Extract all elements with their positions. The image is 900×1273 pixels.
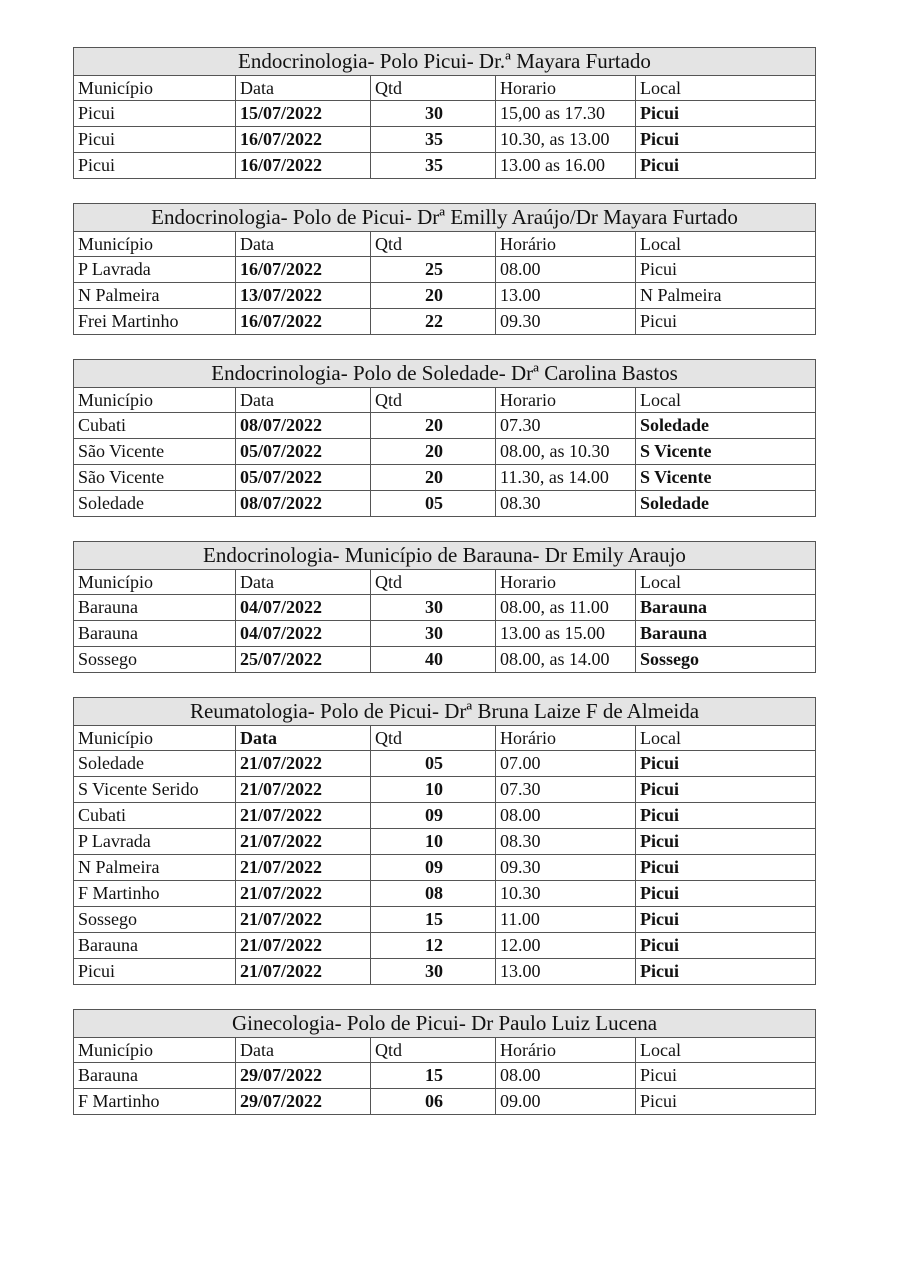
- cell-municipio: Cubati: [74, 413, 236, 439]
- cell-data: 05/07/2022: [236, 465, 371, 491]
- cell-local: Picui: [636, 777, 816, 803]
- table-row: [74, 881, 816, 907]
- cell-municipio: São Vicente: [74, 439, 236, 465]
- column-header-municipio: Município: [74, 388, 236, 413]
- column-header-row: [74, 1038, 816, 1063]
- cell-data: 04/07/2022: [236, 595, 371, 621]
- cell-qtd: 08: [371, 881, 496, 907]
- cell-data: 21/07/2022: [236, 777, 371, 803]
- cell-municipio: S Vicente Serido: [74, 777, 236, 803]
- cell-municipio: Barauna: [74, 933, 236, 959]
- cell-municipio: Soledade: [74, 751, 236, 777]
- table-row: [74, 751, 816, 777]
- column-header-row: [74, 388, 816, 413]
- column-header-row: [74, 726, 816, 751]
- cell-local: S Vicente: [636, 465, 816, 491]
- cell-local: Picui: [636, 803, 816, 829]
- column-header-municipio: Município: [74, 232, 236, 257]
- schedule-table: [73, 541, 816, 673]
- column-header-data: Data: [236, 232, 371, 257]
- cell-data: 21/07/2022: [236, 829, 371, 855]
- column-header-qtd: Qtd: [371, 726, 496, 751]
- cell-local: Sossego: [636, 647, 816, 673]
- cell-horario: 08.00, as 14.00: [496, 647, 636, 673]
- cell-local: Picui: [636, 907, 816, 933]
- table-row: [74, 595, 816, 621]
- schedule-table: [73, 47, 816, 179]
- cell-qtd: 30: [371, 959, 496, 985]
- column-header-horario: Horário: [496, 1038, 636, 1063]
- cell-local: Picui: [636, 1089, 816, 1115]
- cell-horario: 12.00: [496, 933, 636, 959]
- table-row: [74, 855, 816, 881]
- column-header-row: [74, 232, 816, 257]
- cell-municipio: Picui: [74, 153, 236, 179]
- column-header-data: Data: [236, 388, 371, 413]
- table-row: [74, 127, 816, 153]
- cell-municipio: Picui: [74, 127, 236, 153]
- cell-horario: 08.00: [496, 1063, 636, 1089]
- cell-qtd: 25: [371, 257, 496, 283]
- column-header-horario: Horario: [496, 76, 636, 101]
- cell-municipio: F Martinho: [74, 881, 236, 907]
- cell-data: 04/07/2022: [236, 621, 371, 647]
- table-row: [74, 933, 816, 959]
- cell-municipio: Frei Martinho: [74, 309, 236, 335]
- schedule-table: [73, 697, 816, 985]
- cell-municipio: N Palmeira: [74, 855, 236, 881]
- cell-data: 21/07/2022: [236, 907, 371, 933]
- schedule-document: [73, 47, 815, 1139]
- cell-data: 05/07/2022: [236, 439, 371, 465]
- cell-data: 21/07/2022: [236, 933, 371, 959]
- column-header-horario: Horário: [496, 726, 636, 751]
- column-header-data: Data: [236, 726, 371, 751]
- cell-data: 15/07/2022: [236, 101, 371, 127]
- cell-qtd: 22: [371, 309, 496, 335]
- cell-qtd: 35: [371, 153, 496, 179]
- table-row: [74, 153, 816, 179]
- column-header-municipio: Município: [74, 726, 236, 751]
- cell-horario: 09.30: [496, 309, 636, 335]
- cell-horario: 13.00: [496, 283, 636, 309]
- column-header-local: Local: [636, 726, 816, 751]
- cell-horario: 08.00: [496, 257, 636, 283]
- cell-horario: 08.00, as 10.30: [496, 439, 636, 465]
- cell-municipio: Picui: [74, 959, 236, 985]
- cell-data: 21/07/2022: [236, 881, 371, 907]
- cell-municipio: Sossego: [74, 647, 236, 673]
- cell-qtd: 10: [371, 829, 496, 855]
- table-row: [74, 777, 816, 803]
- column-header-horario: Horário: [496, 232, 636, 257]
- cell-data: 16/07/2022: [236, 309, 371, 335]
- table-row: [74, 1089, 816, 1115]
- cell-data: 08/07/2022: [236, 491, 371, 517]
- cell-municipio: Barauna: [74, 595, 236, 621]
- cell-municipio: F Martinho: [74, 1089, 236, 1115]
- cell-qtd: 06: [371, 1089, 496, 1115]
- column-header-row: [74, 76, 816, 101]
- column-header-horario: Horario: [496, 570, 636, 595]
- cell-horario: 10.30, as 13.00: [496, 127, 636, 153]
- cell-municipio: São Vicente: [74, 465, 236, 491]
- cell-horario: 09.30: [496, 855, 636, 881]
- column-header-row: [74, 570, 816, 595]
- cell-municipio: Soledade: [74, 491, 236, 517]
- cell-municipio: Sossego: [74, 907, 236, 933]
- column-header-local: Local: [636, 76, 816, 101]
- cell-local: Picui: [636, 751, 816, 777]
- table-row: [74, 1063, 816, 1089]
- cell-qtd: 40: [371, 647, 496, 673]
- cell-horario: 08.00, as 11.00: [496, 595, 636, 621]
- cell-data: 21/07/2022: [236, 855, 371, 881]
- cell-qtd: 05: [371, 491, 496, 517]
- cell-qtd: 20: [371, 465, 496, 491]
- cell-data: 16/07/2022: [236, 153, 371, 179]
- cell-data: 21/07/2022: [236, 803, 371, 829]
- cell-horario: 13.00: [496, 959, 636, 985]
- cell-municipio: Cubati: [74, 803, 236, 829]
- column-header-qtd: Qtd: [371, 232, 496, 257]
- table-title: Endocrinologia- Polo de Picui- Drª Emilly Araújo/Dr Mayara Furtado: [74, 204, 816, 232]
- cell-qtd: 15: [371, 1063, 496, 1089]
- table-title: Endocrinologia- Polo de Soledade- Drª Carolina Bastos: [74, 360, 816, 388]
- cell-municipio: P Lavrada: [74, 829, 236, 855]
- cell-data: 16/07/2022: [236, 257, 371, 283]
- table-row: [74, 491, 816, 517]
- cell-data: 21/07/2022: [236, 751, 371, 777]
- column-header-data: Data: [236, 570, 371, 595]
- cell-horario: 07.30: [496, 413, 636, 439]
- column-header-municipio: Município: [74, 570, 236, 595]
- cell-qtd: 30: [371, 595, 496, 621]
- cell-horario: 08.30: [496, 829, 636, 855]
- table-row: [74, 907, 816, 933]
- cell-horario: 13.00 as 16.00: [496, 153, 636, 179]
- cell-local: Picui: [636, 933, 816, 959]
- cell-qtd: 30: [371, 101, 496, 127]
- cell-local: Picui: [636, 855, 816, 881]
- cell-municipio: Barauna: [74, 621, 236, 647]
- column-header-qtd: Qtd: [371, 1038, 496, 1063]
- cell-local: Picui: [636, 257, 816, 283]
- column-header-qtd: Qtd: [371, 76, 496, 101]
- table-title: Ginecologia- Polo de Picui- Dr Paulo Luiz Lucena: [74, 1010, 816, 1038]
- cell-local: Picui: [636, 309, 816, 335]
- column-header-local: Local: [636, 232, 816, 257]
- table-row: [74, 621, 816, 647]
- cell-horario: 15,00 as 17.30: [496, 101, 636, 127]
- table-row: [74, 803, 816, 829]
- cell-local: Picui: [636, 829, 816, 855]
- cell-qtd: 15: [371, 907, 496, 933]
- table-title: Endocrinologia- Município de Barauna- Dr Emily Araujo: [74, 542, 816, 570]
- cell-local: Barauna: [636, 595, 816, 621]
- table-title: Reumatologia- Polo de Picui- Drª Bruna Laize F de Almeida: [74, 698, 816, 726]
- column-header-data: Data: [236, 76, 371, 101]
- cell-local: Picui: [636, 127, 816, 153]
- column-header-municipio: Município: [74, 76, 236, 101]
- table-row: [74, 101, 816, 127]
- cell-qtd: 09: [371, 803, 496, 829]
- schedule-table: [73, 1009, 816, 1115]
- table-row: [74, 465, 816, 491]
- cell-horario: 10.30: [496, 881, 636, 907]
- column-header-municipio: Município: [74, 1038, 236, 1063]
- schedule-table: [73, 359, 816, 517]
- cell-local: Barauna: [636, 621, 816, 647]
- column-header-data: Data: [236, 1038, 371, 1063]
- column-header-local: Local: [636, 388, 816, 413]
- cell-data: 08/07/2022: [236, 413, 371, 439]
- cell-horario: 11.00: [496, 907, 636, 933]
- cell-horario: 09.00: [496, 1089, 636, 1115]
- table-row: [74, 959, 816, 985]
- table-row: [74, 309, 816, 335]
- cell-qtd: 09: [371, 855, 496, 881]
- cell-data: 13/07/2022: [236, 283, 371, 309]
- column-header-local: Local: [636, 570, 816, 595]
- cell-qtd: 20: [371, 413, 496, 439]
- cell-horario: 13.00 as 15.00: [496, 621, 636, 647]
- table-row: [74, 413, 816, 439]
- cell-municipio: N Palmeira: [74, 283, 236, 309]
- cell-qtd: 20: [371, 283, 496, 309]
- cell-qtd: 05: [371, 751, 496, 777]
- schedule-table: [73, 203, 816, 335]
- cell-local: Soledade: [636, 413, 816, 439]
- cell-qtd: 30: [371, 621, 496, 647]
- cell-local: Picui: [636, 881, 816, 907]
- cell-local: S Vicente: [636, 439, 816, 465]
- cell-municipio: Picui: [74, 101, 236, 127]
- cell-horario: 11.30, as 14.00: [496, 465, 636, 491]
- cell-local: Picui: [636, 101, 816, 127]
- cell-qtd: 35: [371, 127, 496, 153]
- cell-municipio: P Lavrada: [74, 257, 236, 283]
- column-header-horario: Horario: [496, 388, 636, 413]
- cell-data: 21/07/2022: [236, 959, 371, 985]
- cell-data: 16/07/2022: [236, 127, 371, 153]
- table-row: [74, 283, 816, 309]
- cell-qtd: 20: [371, 439, 496, 465]
- cell-municipio: Barauna: [74, 1063, 236, 1089]
- cell-horario: 08.30: [496, 491, 636, 517]
- cell-data: 29/07/2022: [236, 1063, 371, 1089]
- table-row: [74, 829, 816, 855]
- cell-qtd: 10: [371, 777, 496, 803]
- cell-local: Picui: [636, 959, 816, 985]
- cell-horario: 07.30: [496, 777, 636, 803]
- table-row: [74, 257, 816, 283]
- cell-data: 29/07/2022: [236, 1089, 371, 1115]
- column-header-local: Local: [636, 1038, 816, 1063]
- cell-local: Picui: [636, 153, 816, 179]
- cell-local: N Palmeira: [636, 283, 816, 309]
- cell-horario: 08.00: [496, 803, 636, 829]
- table-row: [74, 647, 816, 673]
- table-row: [74, 439, 816, 465]
- table-title: Endocrinologia- Polo Picui- Dr.ª Mayara Furtado: [74, 48, 816, 76]
- cell-horario: 07.00: [496, 751, 636, 777]
- column-header-qtd: Qtd: [371, 570, 496, 595]
- column-header-qtd: Qtd: [371, 388, 496, 413]
- cell-local: Soledade: [636, 491, 816, 517]
- cell-data: 25/07/2022: [236, 647, 371, 673]
- cell-qtd: 12: [371, 933, 496, 959]
- cell-local: Picui: [636, 1063, 816, 1089]
